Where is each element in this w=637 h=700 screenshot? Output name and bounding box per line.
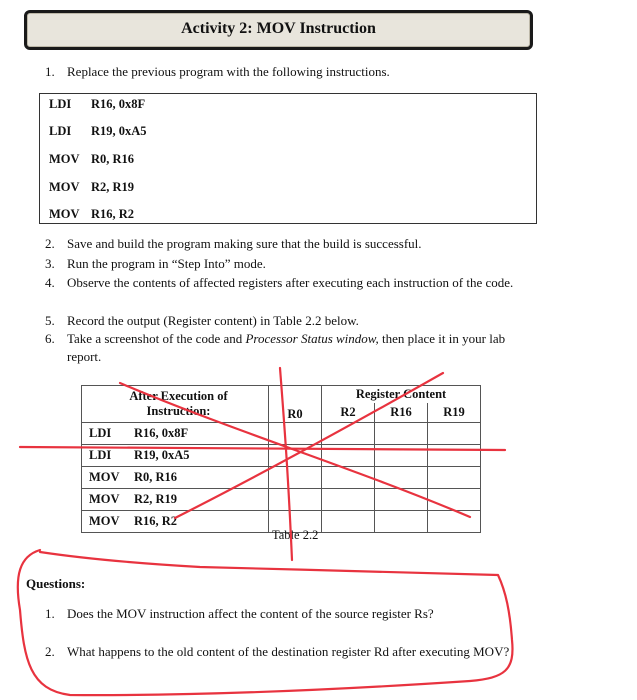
activity-title-box [24,10,533,50]
code-opcode: LDI [49,97,72,111]
code-line [49,97,145,112]
code-operands: R19, 0xA5 [91,124,147,138]
table-cell[interactable] [428,423,481,445]
code-opcode: MOV [49,207,80,221]
step-text: Observe the contents of affected registers after executing each instruction of the code. [67,275,514,290]
row-operands: R2, R19 [134,492,178,506]
step-text [67,330,522,366]
code-opcode: MOV [49,180,80,194]
table-row [82,489,481,511]
row-instruction [82,445,269,467]
table-cell[interactable] [269,467,322,489]
header-line: After Execution of [129,389,228,403]
step-6 [45,330,506,364]
code-opcode: LDI [49,124,72,138]
code-listing [39,93,537,224]
row-opcode: MOV [89,514,120,528]
table-cell[interactable] [375,445,428,467]
register-table [81,385,481,533]
question-1 [45,605,434,623]
table-cell[interactable] [322,489,375,511]
table-cell[interactable] [322,445,375,467]
code-line [49,180,134,195]
row-opcode: LDI [89,426,112,440]
table-cell[interactable] [428,445,481,467]
code-opcode: MOV [49,152,80,166]
step-number: 2. [45,236,55,251]
step-text: Replace the previous program with the following instructions. [67,64,390,79]
table-cell[interactable] [322,467,375,489]
table-cell[interactable] [428,489,481,511]
table-cell[interactable] [375,489,428,511]
column-header-r0: R0 [269,386,322,423]
step-text: Save and build the program making sure that the build is successful. [67,236,422,251]
step-number: 5. [45,313,55,328]
table-header-instruction [82,386,269,423]
table-cell[interactable] [428,467,481,489]
step-number: 1. [45,64,55,79]
row-operands: R16, R2 [134,514,178,528]
row-instruction [82,489,269,511]
row-instruction [82,511,269,533]
table-cell[interactable] [428,511,481,533]
code-line [49,207,134,222]
row-opcode: MOV [89,470,120,484]
code-line [49,152,134,167]
table-cell[interactable] [269,489,322,511]
question-text: What happens to the old content of the destination register Rd after executing MOV? [67,644,510,659]
column-header-r2: R2 [322,403,375,423]
table-cell[interactable] [375,511,428,533]
table-cell[interactable] [375,423,428,445]
table-row [82,423,481,445]
step-text: Run the program in “Step Into” mode. [67,256,266,271]
step-5 [45,312,359,330]
row-opcode: MOV [89,492,120,506]
column-header-r19: R19 [428,403,481,423]
step-text-part: then place it in your lab report. [67,331,506,364]
step-4 [45,274,514,292]
activity-title: Activity 2: MOV Instruction [181,20,376,37]
code-operands: R16, 0x8F [91,97,146,111]
column-header-r16: R16 [375,403,428,423]
table-caption: Table 2.2 [272,528,319,542]
step-text-part: Take a screenshot of the code and [67,331,246,346]
code-operands: R16, R2 [91,207,135,221]
row-instruction [82,467,269,489]
code-operands: R0, R16 [91,152,135,166]
row-operands: R16, 0x8F [134,426,189,440]
row-operands: R19, 0xA5 [134,448,190,462]
step-number: 3. [45,256,55,271]
header-line: Instruction: [146,404,211,418]
step-number: 4. [45,275,55,290]
question-number: 2. [45,644,55,659]
table-cell[interactable] [375,467,428,489]
step-text: Record the output (Register content) in Table 2.2 below. [67,313,359,328]
code-operands: R2, R19 [91,180,135,194]
questions-heading: Questions: [26,576,86,591]
step-number: 6. [45,331,55,346]
step-1 [45,63,390,81]
row-operands: R0, R16 [134,470,178,484]
question-text: Does the MOV instruction affect the content of the source register Rs? [67,606,434,621]
table-header-register-content: Register Content [322,386,481,403]
table-cell[interactable] [322,423,375,445]
table-cell[interactable] [322,511,375,533]
code-line [49,124,147,139]
step-text-emphasis: Processor Status window, [245,331,379,346]
question-2 [45,643,510,661]
step-3 [45,255,266,273]
table-cell[interactable] [269,445,322,467]
table-row [82,445,481,467]
table-cell[interactable] [269,423,322,445]
table-row [82,467,481,489]
row-opcode: LDI [89,448,112,462]
question-number: 1. [45,606,55,621]
step-2 [45,235,422,253]
row-instruction [82,423,269,445]
